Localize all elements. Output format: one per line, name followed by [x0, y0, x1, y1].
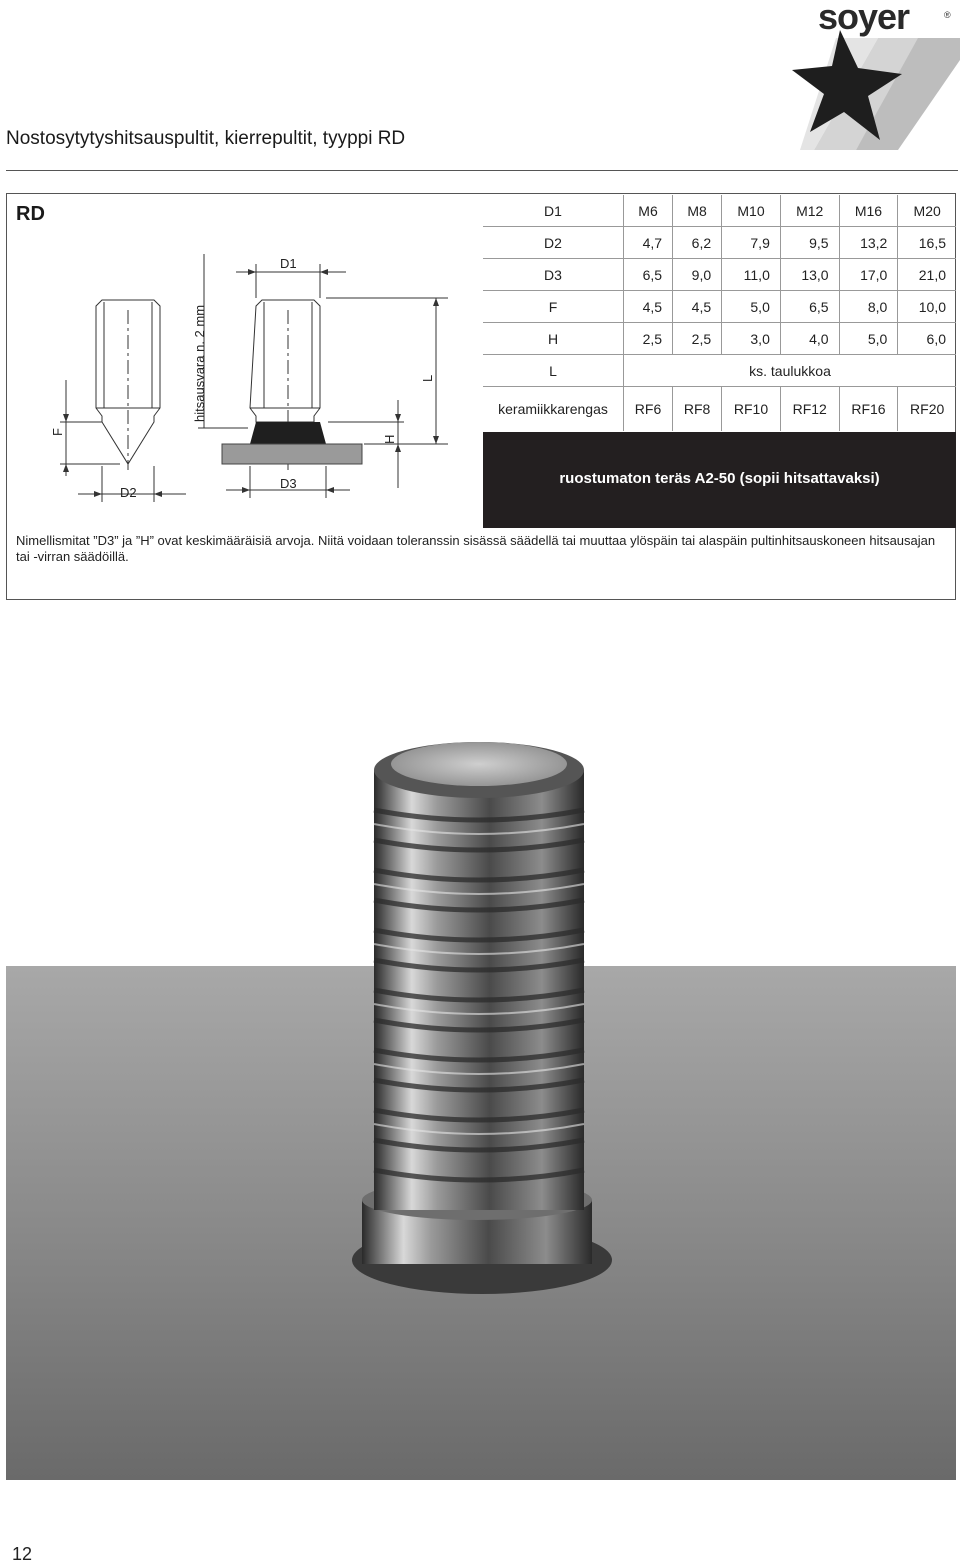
- table-cell: 2,5: [624, 323, 673, 355]
- table-cell: RF6: [624, 387, 673, 432]
- row-label: keramiikkarengas: [498, 401, 608, 417]
- stud-photo: [6, 660, 956, 1480]
- table-header-row: [483, 195, 956, 227]
- table-cell: 17,0: [839, 259, 898, 291]
- registered-mark: ®: [944, 10, 951, 20]
- table-cell: 16,5: [898, 227, 956, 259]
- material-banner: [483, 432, 956, 528]
- table-row: [483, 259, 956, 291]
- table-cell: M10: [722, 195, 781, 227]
- l-note: ks. taulukkoa: [624, 355, 957, 387]
- page-number: 12: [12, 1544, 33, 1564]
- table-row-ceramic-ring: [483, 387, 956, 432]
- row-label: D2: [483, 227, 624, 259]
- box-label: RD: [16, 203, 45, 225]
- title-divider: [6, 170, 958, 171]
- page-title: Nostosytytyshitsauspultit, kierrepultit, tyyppi RD: [6, 128, 406, 149]
- l-label: L: [420, 374, 435, 382]
- stud-drawing: [8, 240, 480, 530]
- soyer-logo: [770, 0, 960, 150]
- footnote: Nimellismitat ”D3” ja ”H” ovat keskimääräisiä arvoja. Niitä voidaan toleranssin sisässä säädellä tai muuttaa ylöspäin tai alaspäin pultinhitsauskoneen hitsausajan tai -virran säädöillä.: [16, 533, 936, 564]
- table-cell: RF8: [673, 387, 722, 432]
- table-cell: 9,0: [673, 259, 722, 291]
- row-label: F: [483, 291, 624, 323]
- table-cell: 21,0: [898, 259, 956, 291]
- table-cell: 5,0: [839, 323, 898, 355]
- table-cell: 2,5: [673, 323, 722, 355]
- table-cell: M12: [780, 195, 839, 227]
- table-cell: 4,7: [624, 227, 673, 259]
- table-cell: RF12: [780, 387, 839, 432]
- table-cell: M6: [624, 195, 673, 227]
- table-row: [483, 291, 956, 323]
- d1-label: D1: [280, 256, 297, 271]
- table-cell: 13,2: [839, 227, 898, 259]
- h-label: H: [382, 434, 397, 444]
- table-row-l: [483, 355, 956, 387]
- table-cell: 6,0: [898, 323, 956, 355]
- table-cell: M20: [898, 195, 956, 227]
- table-cell: RF10: [722, 387, 781, 432]
- table-cell: 6,5: [624, 259, 673, 291]
- table-cell: 4,5: [673, 291, 722, 323]
- table-cell: RF16: [839, 387, 898, 432]
- table-row: [483, 227, 956, 259]
- row-label: H: [483, 323, 624, 355]
- table-cell: 9,5: [780, 227, 839, 259]
- d2-label: D2: [120, 485, 137, 500]
- table-cell: 13,0: [780, 259, 839, 291]
- table-cell: 6,5: [780, 291, 839, 323]
- table-cell: 11,0: [722, 259, 781, 291]
- table-row: [483, 323, 956, 355]
- table-cell: 7,9: [722, 227, 781, 259]
- logo-wordmark: soyer: [818, 0, 910, 37]
- table-cell: 3,0: [722, 323, 781, 355]
- table-cell: 4,5: [624, 291, 673, 323]
- table-cell: M8: [673, 195, 722, 227]
- table-cell: 5,0: [722, 291, 781, 323]
- weld-allowance-label: hitsausvara n. 2 mm: [192, 304, 207, 422]
- table-cell: 8,0: [839, 291, 898, 323]
- table-cell: 4,0: [780, 323, 839, 355]
- table-cell: RF20: [898, 387, 956, 432]
- table-cell: 6,2: [673, 227, 722, 259]
- spec-table: [483, 195, 956, 431]
- table-cell: M16: [839, 195, 898, 227]
- f-label: F: [50, 428, 65, 436]
- row-label: D1: [483, 195, 624, 227]
- row-label: L: [483, 355, 624, 387]
- row-label: D3: [483, 259, 624, 291]
- d3-label: D3: [280, 476, 297, 491]
- material-text: ruostumaton teräs A2-50 (sopii hitsattavaksi): [559, 470, 880, 487]
- table-cell: 10,0: [898, 291, 956, 323]
